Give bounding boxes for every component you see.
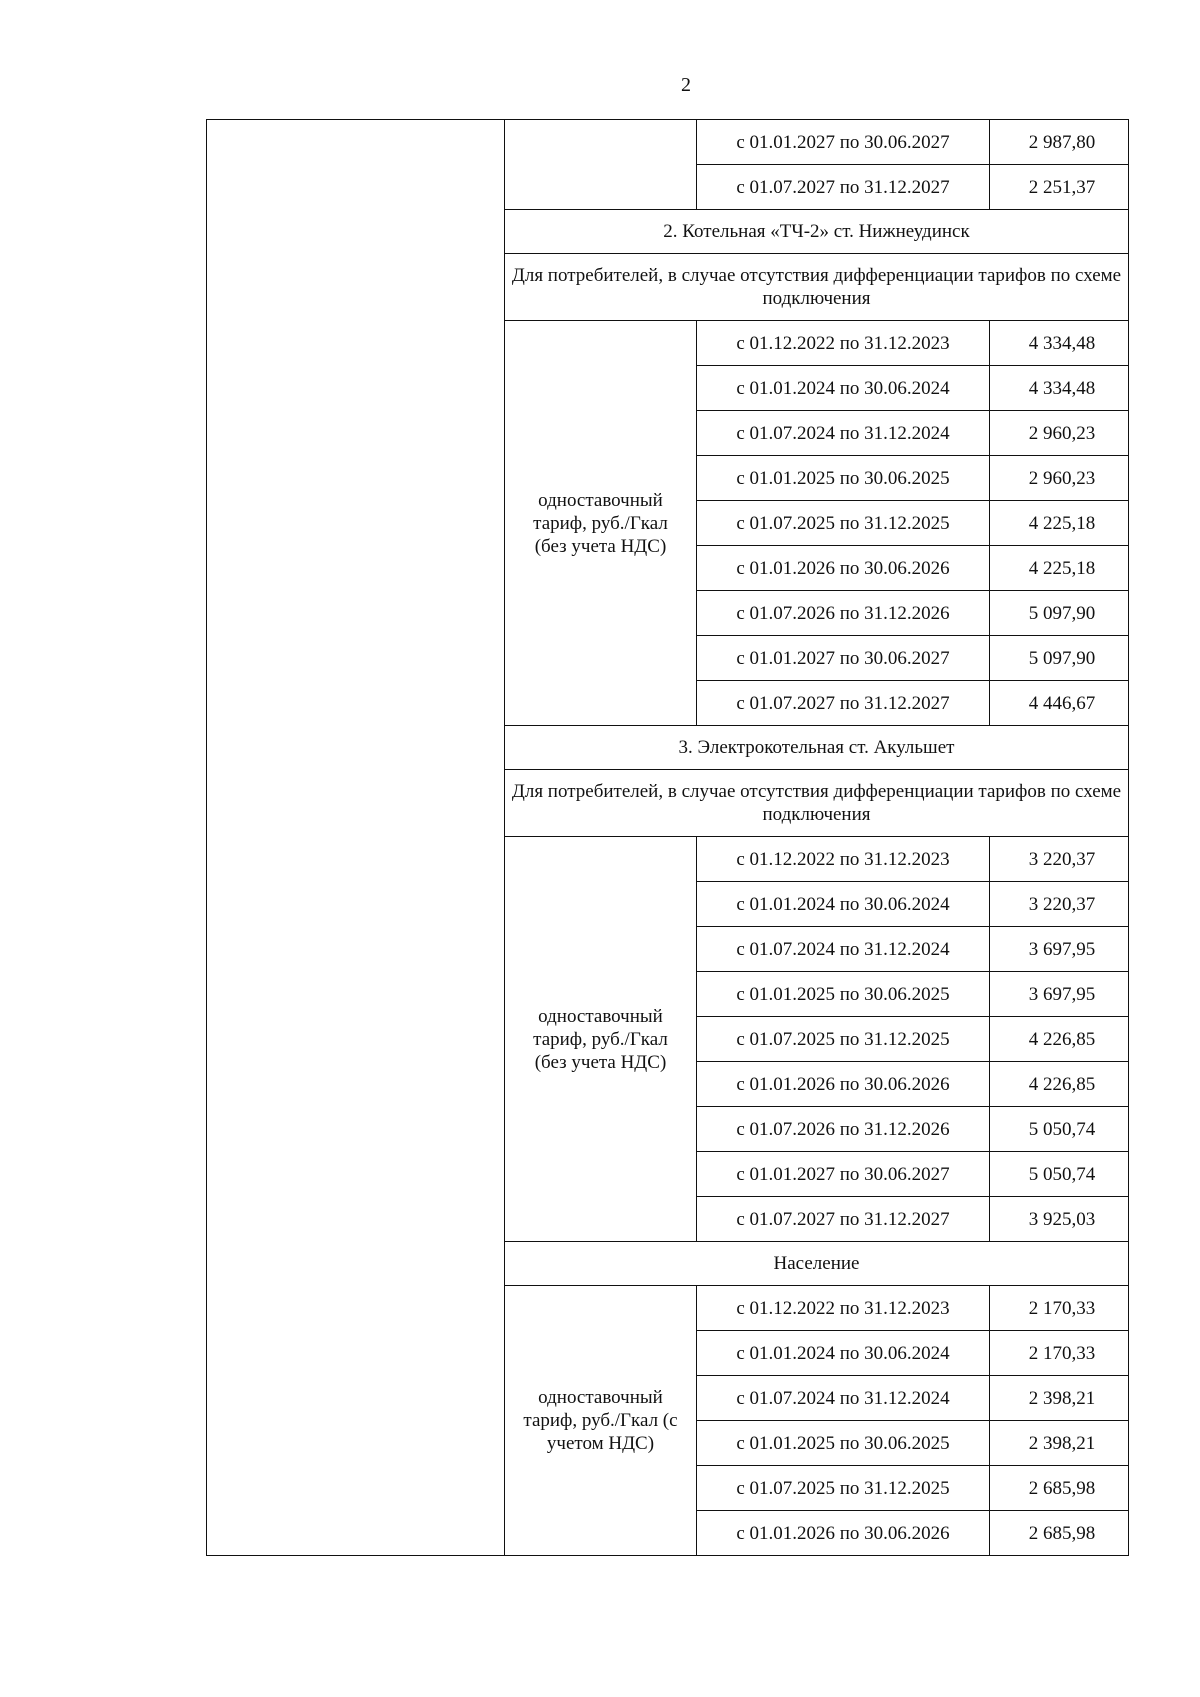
section-title: 2. Котельная «ТЧ-2» ст. Нижнеудинск (505, 210, 1129, 254)
period-cell: с 01.07.2026 по 31.12.2026 (697, 1107, 990, 1152)
period-cell: с 01.12.2022 по 31.12.2023 (697, 321, 990, 366)
table-row (207, 120, 1129, 165)
tariff-value-cell: 5 050,74 (990, 1107, 1129, 1152)
period-cell: с 01.07.2025 по 31.12.2025 (697, 1017, 990, 1062)
period-cell: с 01.12.2022 по 31.12.2023 (697, 837, 990, 882)
rate-type-label: одноставочный тариф, руб./Гкал (с учетом НДС) (523, 1387, 678, 1454)
period-cell: с 01.01.2024 по 30.06.2024 (697, 882, 990, 927)
period-cell: с 01.01.2024 по 30.06.2024 (697, 1331, 990, 1376)
tariff-value-cell: 3 697,95 (990, 927, 1129, 972)
tariff-value-cell: 3 220,37 (990, 837, 1129, 882)
org-name-cell (207, 120, 505, 1556)
period-cell: с 01.07.2027 по 31.12.2027 (697, 165, 990, 210)
tariff-value-cell: 3 697,95 (990, 972, 1129, 1017)
tariff-table (206, 119, 1129, 1556)
period-cell: с 01.01.2027 по 30.06.2027 (697, 1152, 990, 1197)
period-cell: с 01.01.2025 по 30.06.2025 (697, 456, 990, 501)
period-cell: с 01.01.2026 по 30.06.2026 (697, 1062, 990, 1107)
tariff-value-cell: 2 398,21 (990, 1376, 1129, 1421)
period-cell: с 01.07.2024 по 31.12.2024 (697, 927, 990, 972)
tariff-value-cell: 4 334,48 (990, 366, 1129, 411)
period-cell: с 01.07.2026 по 31.12.2026 (697, 591, 990, 636)
tariff-value-cell: 2 960,23 (990, 456, 1129, 501)
tariff-value-cell: 2 398,21 (990, 1421, 1129, 1466)
tariff-value-cell: 2 685,98 (990, 1511, 1129, 1556)
rate-type-cell (505, 1286, 697, 1556)
rate-type-cell (505, 321, 697, 726)
tariff-value-cell: 4 225,18 (990, 501, 1129, 546)
tariff-value-cell: 4 446,67 (990, 681, 1129, 726)
rate-type-label: одноставочный тариф, руб./Гкал (без учета НДС) (533, 489, 668, 557)
period-cell: с 01.01.2026 по 30.06.2026 (697, 1511, 990, 1556)
period-cell: с 01.07.2024 по 31.12.2024 (697, 411, 990, 456)
tariff-value-cell: 5 097,90 (990, 636, 1129, 681)
rate-type-cell (505, 837, 697, 1242)
period-cell: с 01.07.2025 по 31.12.2025 (697, 501, 990, 546)
tariff-value-cell: 2 960,23 (990, 411, 1129, 456)
period-cell: с 01.07.2025 по 31.12.2025 (697, 1466, 990, 1511)
section-title: 3. Электрокотельная ст. Акульшет (505, 726, 1129, 770)
period-cell: с 01.07.2024 по 31.12.2024 (697, 1376, 990, 1421)
tariff-value-cell: 2 170,33 (990, 1331, 1129, 1376)
period-cell: с 01.01.2025 по 30.06.2025 (697, 1421, 990, 1466)
period-cell: с 01.01.2024 по 30.06.2024 (697, 366, 990, 411)
period-cell: с 01.01.2027 по 30.06.2027 (697, 120, 990, 165)
period-cell: с 01.07.2027 по 31.12.2027 (697, 681, 990, 726)
section-title: Население (505, 1242, 1129, 1286)
page-number: 2 (681, 74, 691, 96)
tariff-value-cell: 2 251,37 (990, 165, 1129, 210)
period-cell: с 01.01.2025 по 30.06.2025 (697, 972, 990, 1017)
tariff-value-cell: 4 226,85 (990, 1017, 1129, 1062)
period-cell: с 01.07.2027 по 31.12.2027 (697, 1197, 990, 1242)
section-subtitle: Для потребителей, в случае отсутствия дифференциации тарифов по схеме подключения (505, 770, 1129, 837)
tariff-value-cell: 4 334,48 (990, 321, 1129, 366)
tariff-value-cell: 3 925,03 (990, 1197, 1129, 1242)
section-subtitle: Для потребителей, в случае отсутствия дифференциации тарифов по схеме подключения (505, 254, 1129, 321)
tariff-value-cell: 3 220,37 (990, 882, 1129, 927)
tariff-value-cell: 4 225,18 (990, 546, 1129, 591)
tariff-value-cell: 4 226,85 (990, 1062, 1129, 1107)
tariff-value-cell: 5 050,74 (990, 1152, 1129, 1197)
tariff-value-cell: 2 685,98 (990, 1466, 1129, 1511)
tariff-value-cell: 2 170,33 (990, 1286, 1129, 1331)
rate-type-label: одноставочный тариф, руб./Гкал (без учета НДС) (533, 1005, 668, 1073)
period-cell: с 01.01.2027 по 30.06.2027 (697, 636, 990, 681)
tariff-value-cell: 2 987,80 (990, 120, 1129, 165)
rate-type-cell (505, 120, 697, 210)
period-cell: с 01.12.2022 по 31.12.2023 (697, 1286, 990, 1331)
tariff-value-cell: 5 097,90 (990, 591, 1129, 636)
period-cell: с 01.01.2026 по 30.06.2026 (697, 546, 990, 591)
